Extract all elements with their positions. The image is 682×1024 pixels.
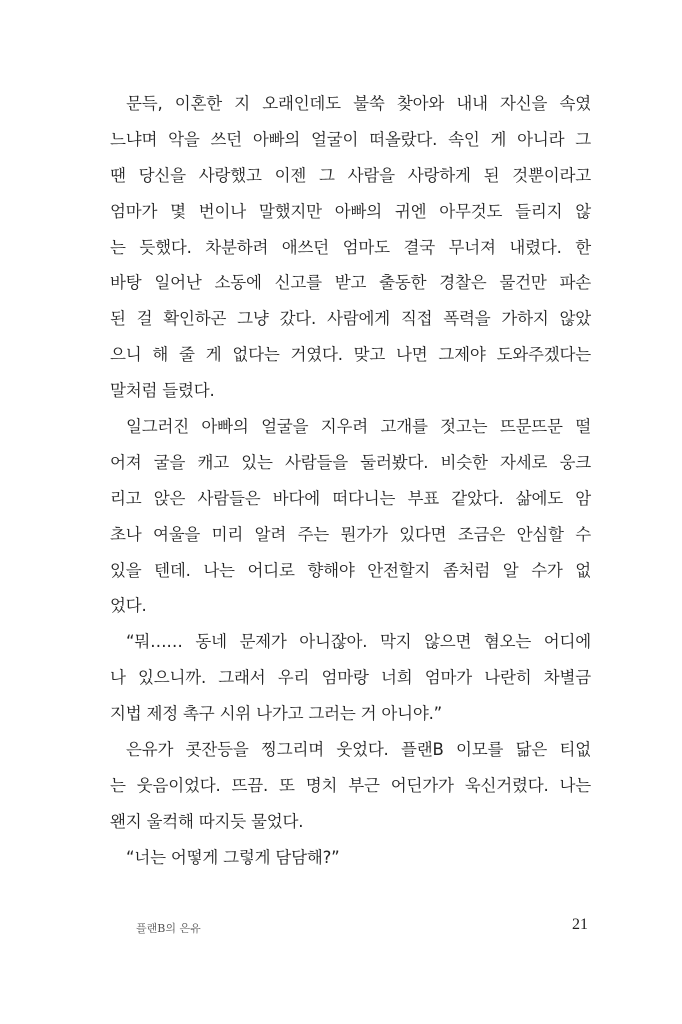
text-line: 는 듯했다. 차분하려 애쓰던 엄마도 결국 무너져 내렸다. 한 bbox=[110, 237, 591, 257]
text-line: 은유가 콧잔등을 찡그리며 웃었다. 플랜B 이모를 닮은 티없 bbox=[126, 740, 591, 760]
text-line: 리고 앉은 사람들은 바다에 떠다니는 부표 같았다. 삶에도 암 bbox=[110, 488, 591, 508]
text-line: 일그러진 아빠의 얼굴을 지우려 고개를 젓고는 뜨문뜨문 떨 bbox=[126, 417, 591, 437]
text-line: 있을 텐데. 나는 어디로 향해야 안전할지 좀처럼 알 수가 없 bbox=[110, 560, 591, 580]
text-line: 는 웃음이었다. 뜨끔. 또 명치 부근 어딘가가 욱신거렸다. 나는 bbox=[110, 775, 591, 795]
text-line: “뭐…… 동네 문제가 아니잖아. 막지 않으면 혐오는 어디에 bbox=[126, 632, 591, 652]
text-line: 지법 제정 촉구 시위 나가고 그러는 거 아니야.” bbox=[110, 704, 443, 724]
text-line: 땐 당신을 사랑했고 이젠 그 사람을 사랑하게 된 것뿐이라고 bbox=[110, 165, 591, 185]
text-line: 된 걸 확인하곤 그냥 갔다. 사람에게 직접 폭력을 가하지 않았 bbox=[110, 309, 591, 329]
text-line: 으니 해 줄 게 없다는 거였다. 맞고 나면 그제야 도와주겠다는 bbox=[110, 345, 591, 365]
body-text bbox=[110, 86, 591, 876]
text-line: 어져 굴을 캐고 있는 사람들을 둘러봤다. 비슷한 자세로 웅크 bbox=[110, 452, 591, 472]
text-line: 바탕 일어난 소동에 신고를 받고 출동한 경찰은 물건만 파손 bbox=[110, 273, 591, 293]
page-number: 21 bbox=[572, 916, 588, 933]
text-line: “너는 어떻게 그렇게 담담해?” bbox=[126, 847, 340, 867]
text-line: 엄마가 몇 번이나 말했지만 아빠의 귀엔 아무것도 들리지 않 bbox=[110, 201, 591, 221]
text-line: 말처럼 들렸다. bbox=[110, 381, 215, 401]
text-line: 나 있으니까. 그래서 우리 엄마랑 너희 엄마가 나란히 차별금 bbox=[110, 668, 591, 688]
text-line: 문득, 이혼한 지 오래인데도 불쑥 찾아와 내내 자신을 속였 bbox=[126, 94, 591, 113]
text-line: 초나 여울을 미리 알려 주는 뭔가가 있다면 조금은 안심할 수 bbox=[110, 524, 591, 544]
text-line: 었다. bbox=[110, 596, 147, 616]
text-line: 느냐며 악을 쓰던 아빠의 얼굴이 떠올랐다. 속인 게 아니라 그 bbox=[110, 129, 591, 149]
running-footer-title: 플랜B의 은유 bbox=[136, 922, 201, 935]
text-line: 왠지 울컥해 따지듯 물었다. bbox=[110, 811, 304, 831]
